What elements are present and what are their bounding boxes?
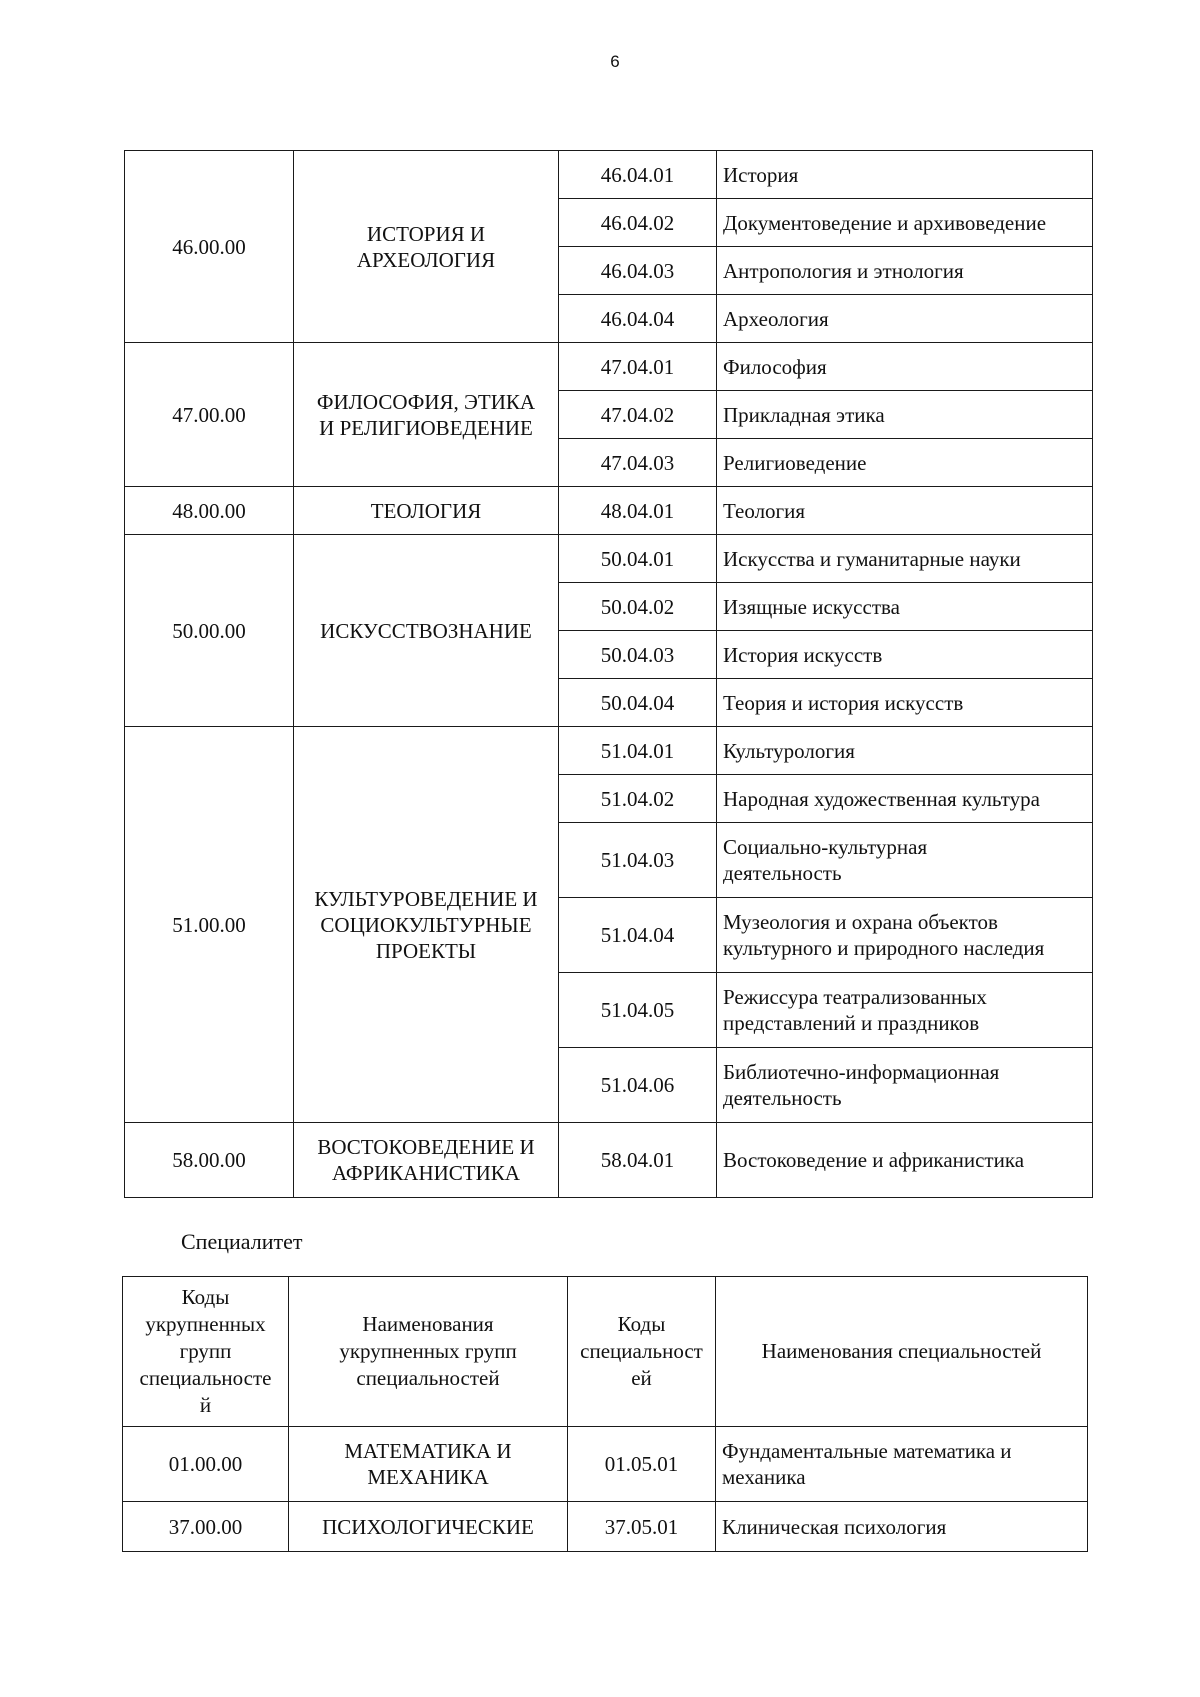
specialty-code-cell-text: 51.04.02 — [600, 786, 675, 811]
specialty-name-cell-text: Библиотечно-информационная деятельность — [723, 1060, 1000, 1110]
specialty-code-cell-text: 47.04.01 — [600, 354, 675, 379]
specialty-code-cell — [559, 775, 717, 823]
specialty-code-cell — [559, 679, 717, 727]
section-title: Специалитет — [181, 1229, 303, 1254]
group-code-cell-text: 46.00.00 — [172, 234, 246, 259]
specialty-name-cell-text: Социально-культурная деятельность — [723, 835, 928, 885]
specialty-name-cell — [717, 439, 1093, 487]
specialty-code-cell-text: 50.04.02 — [600, 594, 675, 619]
specialty-name-cell — [717, 295, 1093, 343]
group-name-cell — [289, 1502, 568, 1552]
table-row — [125, 151, 1093, 199]
table-row — [125, 1123, 1093, 1198]
group-name-cell-text: КУЛЬТУРОВЕДЕНИЕ И СОЦИОКУЛЬТУРНЫЕ ПРОЕКТЫ — [314, 886, 538, 963]
group-code-cell-text: 48.00.00 — [172, 498, 246, 523]
specialty-code-cell-text: 50.04.03 — [600, 642, 675, 667]
group-code-cell — [125, 727, 294, 1123]
specialty-name-cell — [717, 679, 1093, 727]
specialty-name-cell — [717, 535, 1093, 583]
specialty-code-cell-text: 51.04.01 — [600, 738, 675, 763]
group-code-cell-text: 58.00.00 — [172, 1148, 246, 1172]
specialty-name-cell — [717, 1123, 1093, 1198]
group-name-cell-text: ТЕОЛОГИЯ — [370, 498, 482, 523]
specialty-code-cell — [559, 1048, 717, 1123]
specialty-code-cell-text: 46.04.04 — [600, 306, 675, 331]
group-code-cell-text: 50.00.00 — [172, 618, 246, 643]
specialty-name-cell — [717, 898, 1093, 973]
specialty-name-cell — [717, 775, 1093, 823]
specialty-code-cell-text: 46.04.01 — [600, 162, 675, 187]
specialty-name-cell-text: Философия — [723, 354, 827, 379]
specialty-code-cell-text: 50.04.01 — [600, 546, 675, 571]
specialty-code-cell-text: 01.05.01 — [604, 1452, 679, 1476]
specialty-name-cell — [717, 823, 1093, 898]
table-row — [125, 727, 1093, 775]
specialty-code-cell-text: 46.04.02 — [600, 210, 675, 235]
column-header — [716, 1277, 1088, 1427]
specialty-name-cell-text: Клиническая психология — [722, 1514, 947, 1539]
specialty-code-cell-text: 46.04.03 — [600, 258, 675, 283]
table-row — [125, 487, 1093, 535]
group-code-cell — [125, 487, 294, 535]
specialty-code-cell — [559, 247, 717, 295]
column-header — [289, 1277, 568, 1427]
specialty-code-cell — [559, 343, 717, 391]
specialty-code-cell — [559, 151, 717, 199]
page-number: 6 — [610, 52, 620, 71]
specialty-code-cell — [559, 487, 717, 535]
specialty-code-cell-text: 47.04.02 — [600, 402, 675, 427]
specialty-code-cell — [559, 391, 717, 439]
group-code-cell-text: 01.00.00 — [168, 1452, 243, 1476]
specialty-name-cell-text: Искусства и гуманитарные науки — [723, 546, 1021, 571]
column-header — [568, 1277, 716, 1427]
specialty-name-cell-text: Музеология и охрана объектов культурного и природного наследия — [723, 910, 1045, 960]
table-row — [123, 1427, 1088, 1502]
specialist-programs-table — [122, 1276, 1088, 1552]
group-name-cell — [294, 1123, 559, 1198]
specialty-name-cell-text: Фундаментальные математика и механика — [722, 1439, 1012, 1489]
specialty-code-cell — [559, 631, 717, 679]
specialty-name-cell-text: Востоковедение и африканистика — [723, 1148, 1025, 1172]
specialty-name-cell — [717, 151, 1093, 199]
specialty-code-cell — [559, 1123, 717, 1198]
specialty-name-cell — [716, 1427, 1088, 1502]
group-name-cell-text: ИСТОРИЯ И АРХЕОЛОГИЯ — [356, 221, 496, 272]
specialty-name-cell-text: Народная художественная культура — [723, 786, 1040, 811]
group-code-cell — [125, 535, 294, 727]
specialty-name-cell — [717, 247, 1093, 295]
group-name-cell — [294, 487, 559, 535]
specialty-name-cell — [717, 487, 1093, 535]
specialty-code-cell-text: 51.04.05 — [600, 998, 675, 1022]
specialty-name-cell-text: История искусств — [723, 642, 883, 667]
specialty-name-cell — [717, 727, 1093, 775]
specialty-code-cell — [559, 535, 717, 583]
specialty-code-cell-text: 51.04.04 — [600, 923, 675, 947]
group-name-cell — [294, 727, 559, 1123]
specialty-name-cell-text: Прикладная этика — [723, 402, 885, 427]
column-header-text: Наименования укрупненных групп специальностей — [339, 1312, 517, 1390]
specialty-name-cell — [716, 1502, 1088, 1552]
column-header-text: Коды укрупненных групп специальносте й — [139, 1285, 272, 1417]
group-name-cell-text: МАТЕМАТИКА И МЕХАНИКА — [344, 1439, 512, 1489]
specialty-code-cell-text: 58.04.01 — [600, 1148, 675, 1172]
table-row — [125, 535, 1093, 583]
group-code-cell — [125, 343, 294, 487]
specialty-code-cell — [559, 583, 717, 631]
group-code-cell — [123, 1427, 289, 1502]
specialty-code-cell — [559, 898, 717, 973]
specialty-code-cell-text: 51.04.06 — [600, 1073, 675, 1097]
specialty-code-cell — [559, 973, 717, 1048]
specialty-code-cell — [559, 199, 717, 247]
specialty-code-cell — [568, 1502, 716, 1552]
specialty-name-cell-text: Теология — [723, 498, 806, 523]
group-code-cell-text: 51.00.00 — [172, 912, 246, 937]
specialty-code-cell — [559, 823, 717, 898]
group-code-cell-text: 47.00.00 — [172, 402, 246, 427]
header-row — [123, 1277, 1088, 1427]
specialty-name-cell — [717, 391, 1093, 439]
specialty-name-cell — [717, 631, 1093, 679]
group-name-cell-text: ПСИХОЛОГИЧЕСКИЕ — [322, 1514, 534, 1539]
specialty-code-cell — [568, 1427, 716, 1502]
specialty-code-cell-text: 37.05.01 — [604, 1514, 679, 1539]
specialty-name-cell-text: Археология — [723, 306, 829, 331]
group-code-cell — [125, 1123, 294, 1198]
specialty-name-cell-text: Теория и история искусств — [723, 690, 964, 715]
master-programs-table — [124, 150, 1093, 1198]
specialty-name-cell — [717, 1048, 1093, 1123]
specialty-name-cell-text: Культурология — [723, 738, 855, 763]
group-name-cell — [294, 343, 559, 487]
group-code-cell-text: 37.00.00 — [168, 1514, 243, 1539]
group-name-cell — [294, 151, 559, 343]
specialty-name-cell-text: Режиссура театрализованных представлений и праздников — [723, 985, 987, 1035]
table-row — [125, 343, 1093, 391]
column-header-text: Наименования специальностей — [761, 1339, 1042, 1363]
specialty-name-cell-text: Антропология и этнология — [723, 258, 964, 283]
group-code-cell — [125, 151, 294, 343]
column-header-text: Коды специальност ей — [580, 1312, 703, 1390]
group-name-cell-text: ФИЛОСОФИЯ, ЭТИКА И РЕЛИГИОВЕДЕНИЕ — [316, 389, 536, 440]
specialty-name-cell — [717, 583, 1093, 631]
group-name-cell — [294, 535, 559, 727]
specialty-name-cell — [717, 973, 1093, 1048]
specialty-name-cell-text: История — [723, 162, 799, 187]
group-name-cell-text: ВОСТОКОВЕДЕНИЕ И АФРИКАНИСТИКА — [317, 1135, 535, 1185]
specialty-name-cell-text: Религиоведение — [723, 450, 867, 475]
specialty-name-cell — [717, 199, 1093, 247]
group-name-cell — [289, 1427, 568, 1502]
column-header — [123, 1277, 289, 1427]
specialty-name-cell — [717, 343, 1093, 391]
specialty-code-cell-text: 48.04.01 — [600, 498, 675, 523]
specialty-code-cell — [559, 295, 717, 343]
specialty-name-cell-text: Изящные искусства — [723, 594, 900, 619]
group-name-cell-text: ИСКУССТВОЗНАНИЕ — [320, 618, 532, 643]
specialty-code-cell — [559, 439, 717, 487]
group-code-cell — [123, 1502, 289, 1552]
table-row — [123, 1502, 1088, 1552]
specialty-code-cell — [559, 727, 717, 775]
specialty-code-cell-text: 51.04.03 — [600, 848, 675, 872]
specialty-name-cell-text: Документоведение и архивоведение — [723, 210, 1047, 235]
specialty-code-cell-text: 47.04.03 — [600, 450, 675, 475]
specialty-code-cell-text: 50.04.04 — [600, 690, 675, 715]
